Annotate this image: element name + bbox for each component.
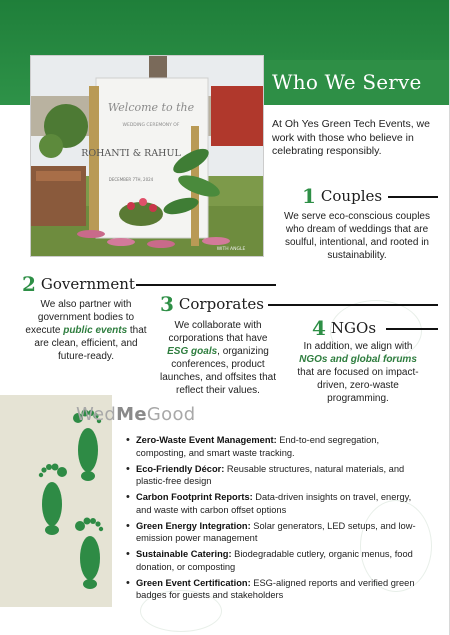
footprint-icon bbox=[32, 458, 72, 536]
ngos-heading bbox=[312, 318, 376, 338]
corporates-body-text: , organizing conferences, product launches, and offsites that reflect their values. bbox=[159, 346, 276, 396]
list-item: • Green Event Certification: ESG-aligned reports and verified green badges for guests and stakeholders bbox=[124, 577, 424, 602]
list-item: • Green Energy Integration: Solar generators, LED setups, and low-emission power management bbox=[124, 520, 424, 545]
corporates-body bbox=[158, 319, 278, 397]
government-heading bbox=[22, 274, 135, 294]
wedding-photo bbox=[30, 55, 264, 257]
footprint-icon bbox=[70, 512, 110, 590]
sign-date-text: DECEMBER 7TH, 2024 bbox=[108, 177, 154, 182]
government-body-text: We also partner with government bodies to execute bbox=[25, 299, 135, 336]
ngos-body-text: In addition, we align with bbox=[303, 341, 413, 352]
ngos-title: NGOs bbox=[330, 319, 377, 337]
ngos-highlight: NGOs and global forums bbox=[299, 354, 417, 365]
list-item: • Sustainable Catering: Biodegradable cutlery, organic menus, food donation, or composting bbox=[124, 548, 424, 573]
corporates-divider bbox=[268, 304, 438, 306]
corporates-heading bbox=[160, 294, 264, 314]
ngos-body bbox=[290, 340, 426, 405]
watermark-text: Me bbox=[116, 404, 147, 425]
government-title: Government bbox=[40, 275, 135, 293]
corporates-highlight: ESG goals bbox=[167, 346, 218, 357]
corporates-body-text: We collaborate with corporations that have bbox=[168, 320, 268, 344]
sign-welcome-text: Welcome to the bbox=[107, 101, 195, 114]
couples-heading bbox=[302, 186, 382, 206]
couples-divider bbox=[388, 196, 438, 198]
government-body-text: that are clean, efficient, and future-ready. bbox=[34, 325, 147, 362]
couples-body: We serve eco-conscious couples who dream of weddings that are soulful, intentional, and rooted in sustainability. bbox=[284, 211, 430, 261]
intro-text: At Oh Yes Green Tech Events, we work with those who believe in celebrating responsibly. bbox=[272, 118, 430, 157]
couples-title: Couples bbox=[320, 187, 383, 205]
government-highlight: public events bbox=[63, 325, 128, 336]
list-item: • Carbon Footprint Reports: Data-driven insights on travel, energy, and waste with carbon offset options bbox=[124, 491, 424, 516]
watermark-text: Wed bbox=[76, 404, 117, 425]
services-list bbox=[124, 434, 424, 605]
government-body bbox=[22, 298, 150, 363]
ngos-divider bbox=[386, 328, 438, 330]
page-title: Who We Serve bbox=[272, 70, 422, 94]
wedmegood-watermark bbox=[76, 404, 196, 425]
sign-names-text: ROHANTI & RAHUL bbox=[81, 148, 181, 159]
list-item: • Eco-Friendly Décor: Reusable structures, natural materials, and plastic-free design bbox=[124, 463, 424, 488]
sign-ceremony-text: WEDDING CEREMONY OF bbox=[122, 123, 180, 128]
couples-number: 1 bbox=[302, 184, 316, 208]
ngos-body-text: that are focused on impact-driven, zero-waste programming. bbox=[297, 367, 419, 404]
watermark-text: Good bbox=[146, 404, 196, 425]
wedding-photo-illustration bbox=[31, 56, 263, 256]
list-item: • Zero-Waste Event Management: End-to-end segregation, composting, and smart waste tracking. bbox=[124, 434, 424, 459]
government-number: 2 bbox=[22, 272, 36, 296]
photo-credit: WITH ANGLE bbox=[216, 247, 246, 252]
corporates-number: 3 bbox=[160, 292, 174, 316]
ngos-number: 4 bbox=[312, 316, 326, 340]
government-divider bbox=[136, 284, 276, 286]
corporates-title: Corporates bbox=[178, 295, 264, 313]
